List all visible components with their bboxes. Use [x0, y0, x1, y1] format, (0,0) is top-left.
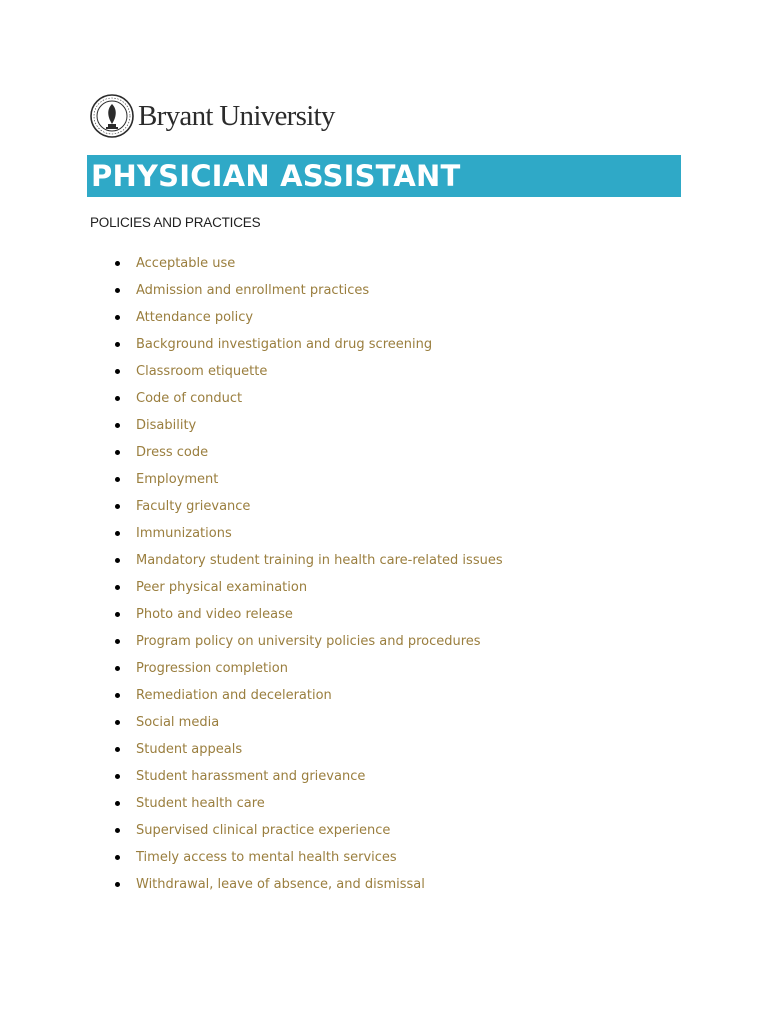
policy-label: Remediation and deceleration — [136, 688, 332, 703]
policy-label: Student appeals — [136, 742, 243, 757]
list-item — [0, 871, 770, 898]
list-item — [0, 736, 770, 763]
bullet-icon — [115, 558, 120, 563]
policy-label: Admission and enrollment practices — [136, 283, 370, 298]
list-item — [0, 655, 770, 682]
list-item — [0, 790, 770, 817]
page-title: PHYSICIAN ASSISTANT — [91, 158, 461, 193]
list-item — [0, 682, 770, 709]
list-item — [0, 331, 770, 358]
bryant-university-logo — [90, 93, 335, 139]
bullet-icon — [115, 774, 120, 779]
list-item — [0, 412, 770, 439]
list-item — [0, 574, 770, 601]
list-item — [0, 304, 770, 331]
bullet-icon — [115, 747, 120, 752]
policy-label: Immunizations — [136, 526, 232, 541]
policy-label: Acceptable use — [136, 256, 236, 271]
list-item — [0, 601, 770, 628]
bullet-icon — [115, 585, 120, 590]
section-heading: POLICIES AND PRACTICES — [90, 215, 261, 230]
list-item — [0, 466, 770, 493]
university-seal-icon — [90, 94, 134, 138]
bullet-icon — [115, 639, 120, 644]
list-item — [0, 358, 770, 385]
policy-label: Supervised clinical practice experience — [136, 823, 391, 838]
policy-label: Social media — [136, 715, 220, 730]
bullet-icon — [115, 423, 120, 428]
bullet-icon — [115, 342, 120, 347]
logo-wordmark: Bryant University — [138, 99, 335, 132]
bullet-icon — [115, 288, 120, 293]
list-item — [0, 547, 770, 574]
bullet-icon — [115, 801, 120, 806]
list-item — [0, 763, 770, 790]
bullet-icon — [115, 450, 120, 455]
list-item — [0, 385, 770, 412]
list-item — [0, 277, 770, 304]
bullet-icon — [115, 261, 120, 266]
bullet-icon — [115, 693, 120, 698]
policy-label: Progression completion — [136, 661, 288, 676]
policy-label: Classroom etiquette — [136, 364, 268, 379]
policy-label: Student harassment and grievance — [136, 769, 366, 784]
policy-label: Employment — [136, 472, 219, 487]
bullet-icon — [115, 369, 120, 374]
policy-label: Dress code — [136, 445, 209, 460]
policy-label: Program policy on university policies and procedures — [136, 634, 481, 649]
bullet-icon — [115, 477, 120, 482]
list-item — [0, 709, 770, 736]
bullet-icon — [115, 315, 120, 320]
policy-label: Photo and video release — [136, 607, 293, 622]
bullet-icon — [115, 882, 120, 887]
list-item — [0, 817, 770, 844]
policy-label: Student health care — [136, 796, 265, 811]
list-item — [0, 844, 770, 871]
bullet-icon — [115, 855, 120, 860]
policy-label: Disability — [136, 418, 197, 433]
policy-label: Background investigation and drug screening — [136, 337, 433, 352]
bullet-icon — [115, 666, 120, 671]
bullet-icon — [115, 828, 120, 833]
policy-label: Attendance policy — [136, 310, 254, 325]
policy-label: Mandatory student training in health care-related issues — [136, 553, 503, 568]
list-item — [0, 439, 770, 466]
list-item — [0, 520, 770, 547]
title-banner — [87, 155, 681, 197]
bullet-icon — [115, 531, 120, 536]
policy-label: Peer physical examination — [136, 580, 308, 595]
policy-label: Withdrawal, leave of absence, and dismissal — [136, 877, 425, 892]
policy-label: Timely access to mental health services — [136, 850, 397, 865]
policy-label: Faculty grievance — [136, 499, 251, 514]
bullet-icon — [115, 504, 120, 509]
bullet-icon — [115, 612, 120, 617]
list-item — [0, 250, 770, 277]
list-item — [0, 493, 770, 520]
policies-list — [0, 250, 770, 898]
policy-label: Code of conduct — [136, 391, 243, 406]
bullet-icon — [115, 720, 120, 725]
list-item — [0, 628, 770, 655]
bullet-icon — [115, 396, 120, 401]
